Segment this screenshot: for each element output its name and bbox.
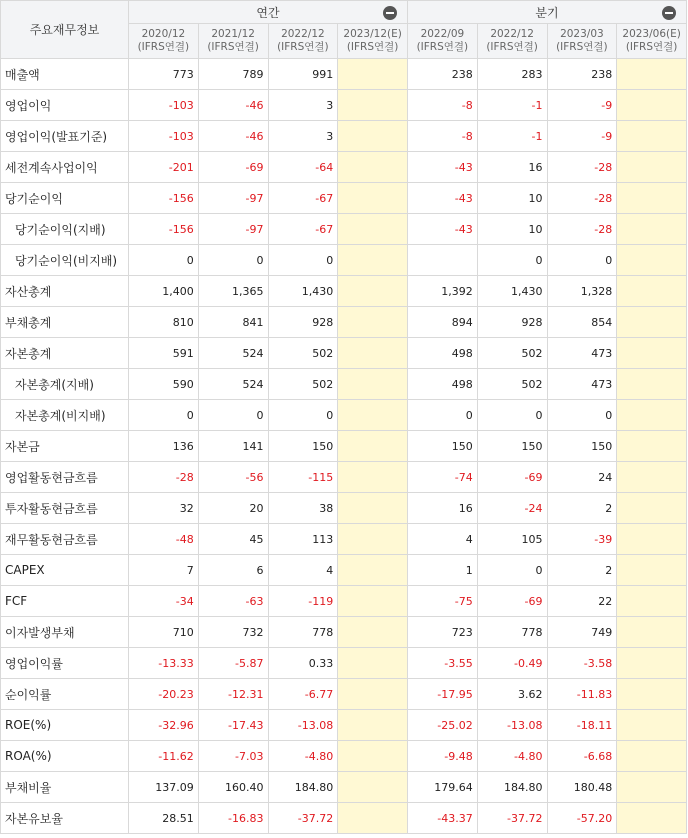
estimate-cell (338, 803, 408, 834)
value-cell: 38 (268, 493, 338, 524)
value-cell: 24 (547, 462, 617, 493)
row-label: 당기순이익(비지배) (1, 245, 129, 276)
estimate-cell (617, 431, 687, 462)
value-cell: 0 (477, 555, 547, 586)
value-cell: 502 (268, 369, 338, 400)
value-cell: -24 (477, 493, 547, 524)
value-cell: -48 (129, 524, 199, 555)
table-row (1, 276, 687, 307)
value-cell: -69 (477, 586, 547, 617)
estimate-cell (617, 493, 687, 524)
value-cell: -119 (268, 586, 338, 617)
value-cell: -57.20 (547, 803, 617, 834)
period-header-annual (198, 24, 268, 59)
value-cell: 150 (547, 431, 617, 462)
annual-group-header (129, 1, 408, 24)
estimate-cell (338, 493, 408, 524)
value-cell: 22 (547, 586, 617, 617)
value-cell: -6.68 (547, 741, 617, 772)
value-cell: -9 (547, 121, 617, 152)
estimate-cell (338, 741, 408, 772)
estimate-cell (338, 462, 408, 493)
estimate-cell (617, 648, 687, 679)
value-cell: 150 (477, 431, 547, 462)
value-cell: -63 (198, 586, 268, 617)
row-label: ROA(%) (1, 741, 129, 772)
row-label: ROE(%) (1, 710, 129, 741)
estimate-cell (617, 369, 687, 400)
header-group-row (1, 1, 687, 24)
estimate-cell (338, 617, 408, 648)
estimate-cell (338, 648, 408, 679)
period-basis: (IFRS연결) (277, 41, 329, 53)
table-row (1, 183, 687, 214)
value-cell: -6.77 (268, 679, 338, 710)
table-row (1, 493, 687, 524)
value-cell: 1,430 (268, 276, 338, 307)
period-header-quarter (617, 24, 687, 59)
estimate-cell (338, 183, 408, 214)
row-label: 영업이익률 (1, 648, 129, 679)
value-cell: 0 (477, 245, 547, 276)
value-cell: -13.08 (477, 710, 547, 741)
value-cell: -9 (547, 90, 617, 121)
value-cell: 991 (268, 59, 338, 90)
period-basis: (IFRS연결) (486, 41, 538, 53)
value-cell: 473 (547, 369, 617, 400)
value-cell: -74 (408, 462, 478, 493)
period-header-quarter (477, 24, 547, 59)
value-cell: 3.62 (477, 679, 547, 710)
table-row (1, 121, 687, 152)
table-row (1, 152, 687, 183)
value-cell: 7 (129, 555, 199, 586)
row-label: 자본유보율 (1, 803, 129, 834)
value-cell: -8 (408, 121, 478, 152)
table-title: 주요재무정보 (1, 1, 129, 59)
value-cell: -67 (268, 183, 338, 214)
estimate-cell (617, 803, 687, 834)
estimate-cell (617, 152, 687, 183)
value-cell: -115 (268, 462, 338, 493)
value-cell: 2 (547, 555, 617, 586)
estimate-cell (617, 338, 687, 369)
value-cell: -34 (129, 586, 199, 617)
estimate-cell (338, 431, 408, 462)
estimate-cell (617, 772, 687, 803)
value-cell: -28 (547, 183, 617, 214)
estimate-cell (338, 90, 408, 121)
value-cell: 45 (198, 524, 268, 555)
value-cell: 0 (198, 245, 268, 276)
value-cell: 524 (198, 338, 268, 369)
value-cell: 590 (129, 369, 199, 400)
table-row (1, 245, 687, 276)
period-label: 2023/12(E) (343, 28, 402, 40)
period-label: 2022/12 (490, 28, 534, 40)
value-cell: -4.80 (268, 741, 338, 772)
estimate-cell (617, 462, 687, 493)
value-cell: 710 (129, 617, 199, 648)
value-cell: -8 (408, 90, 478, 121)
table-row (1, 617, 687, 648)
period-header-annual (268, 24, 338, 59)
value-cell: -28 (129, 462, 199, 493)
value-cell: -32.96 (129, 710, 199, 741)
row-label: 재무활동현금흐름 (1, 524, 129, 555)
table-row (1, 586, 687, 617)
row-label: 자본총계 (1, 338, 129, 369)
estimate-cell (617, 90, 687, 121)
period-header-quarter (408, 24, 478, 59)
value-cell: 498 (408, 369, 478, 400)
value-cell: -97 (198, 183, 268, 214)
value-cell: -7.03 (198, 741, 268, 772)
value-cell: 0 (477, 400, 547, 431)
estimate-cell (338, 524, 408, 555)
value-cell: 524 (198, 369, 268, 400)
value-cell: 778 (477, 617, 547, 648)
table-row (1, 307, 687, 338)
value-cell: -46 (198, 121, 268, 152)
table-row (1, 710, 687, 741)
table-row (1, 431, 687, 462)
period-label: 2020/12 (141, 28, 186, 40)
value-cell: -39 (547, 524, 617, 555)
value-cell: -16.83 (198, 803, 268, 834)
value-cell: 4 (268, 555, 338, 586)
value-cell: 10 (477, 183, 547, 214)
estimate-cell (617, 555, 687, 586)
value-cell: -37.72 (268, 803, 338, 834)
value-cell: 6 (198, 555, 268, 586)
period-label: 2023/06(E) (622, 28, 681, 40)
value-cell: 1,392 (408, 276, 478, 307)
estimate-cell (617, 245, 687, 276)
value-cell: -28 (547, 214, 617, 245)
value-cell: -0.49 (477, 648, 547, 679)
period-label: 2023/03 (560, 28, 604, 40)
value-cell: -56 (198, 462, 268, 493)
value-cell: 0 (408, 400, 478, 431)
estimate-cell (338, 400, 408, 431)
value-cell: 136 (129, 431, 199, 462)
table-row (1, 90, 687, 121)
value-cell: 591 (129, 338, 199, 369)
row-label: 자산총계 (1, 276, 129, 307)
row-label: 부채총계 (1, 307, 129, 338)
value-cell: 150 (408, 431, 478, 462)
value-cell: -4.80 (477, 741, 547, 772)
table-row (1, 524, 687, 555)
estimate-cell (617, 276, 687, 307)
value-cell: -11.83 (547, 679, 617, 710)
period-basis: (IFRS연결) (137, 41, 190, 53)
row-label: 순이익률 (1, 679, 129, 710)
value-cell: 3 (268, 90, 338, 121)
estimate-cell (617, 586, 687, 617)
period-label: 2022/12 (281, 28, 325, 40)
value-cell: 20 (198, 493, 268, 524)
row-label: 당기순이익 (1, 183, 129, 214)
value-cell: 0 (547, 245, 617, 276)
value-cell: 137.09 (129, 772, 199, 803)
value-cell: 789 (198, 59, 268, 90)
period-header-annual (338, 24, 408, 59)
value-cell: 180.48 (547, 772, 617, 803)
table-row (1, 338, 687, 369)
value-cell: 0 (129, 400, 199, 431)
value-cell: 732 (198, 617, 268, 648)
value-cell: 160.40 (198, 772, 268, 803)
table-row (1, 772, 687, 803)
estimate-cell (617, 710, 687, 741)
value-cell: 10 (477, 214, 547, 245)
row-label: 매출액 (1, 59, 129, 90)
annual-group-label: 연간 (256, 5, 280, 20)
value-cell: -28 (547, 152, 617, 183)
value-cell: -43 (408, 152, 478, 183)
period-basis: (IFRS연결) (346, 41, 399, 53)
value-cell: -201 (129, 152, 199, 183)
value-cell: -156 (129, 214, 199, 245)
value-cell: 113 (268, 524, 338, 555)
value-cell: -5.87 (198, 648, 268, 679)
value-cell: 0 (268, 400, 338, 431)
value-cell: 810 (129, 307, 199, 338)
value-cell: 778 (268, 617, 338, 648)
period-label: 2021/12 (211, 28, 255, 40)
row-label: CAPEX (1, 555, 129, 586)
value-cell: 723 (408, 617, 478, 648)
table-row (1, 400, 687, 431)
value-cell: -46 (198, 90, 268, 121)
estimate-cell (617, 59, 687, 90)
estimate-cell (338, 555, 408, 586)
value-cell: -1 (477, 90, 547, 121)
value-cell: -3.58 (547, 648, 617, 679)
value-cell: -1 (477, 121, 547, 152)
row-label: 이자발생부채 (1, 617, 129, 648)
value-cell: -75 (408, 586, 478, 617)
value-cell: 1,328 (547, 276, 617, 307)
value-cell: 184.80 (477, 772, 547, 803)
table-row (1, 59, 687, 90)
value-cell: 0 (547, 400, 617, 431)
value-cell: -12.31 (198, 679, 268, 710)
estimate-cell (617, 524, 687, 555)
estimate-cell (338, 338, 408, 369)
value-cell: 0 (198, 400, 268, 431)
table-row (1, 648, 687, 679)
period-basis: (IFRS연결) (625, 41, 678, 53)
value-cell: 841 (198, 307, 268, 338)
period-label: 2022/09 (420, 28, 465, 40)
row-label: FCF (1, 586, 129, 617)
value-cell: 32 (129, 493, 199, 524)
value-cell (408, 245, 478, 276)
value-cell: 2 (547, 493, 617, 524)
value-cell: 0.33 (268, 648, 338, 679)
row-label: 세전계속사업이익 (1, 152, 129, 183)
value-cell: 179.64 (408, 772, 478, 803)
value-cell: -69 (198, 152, 268, 183)
quarter-collapse-icon[interactable] (662, 6, 676, 20)
value-cell: 238 (547, 59, 617, 90)
estimate-cell (338, 772, 408, 803)
period-basis: (IFRS연결) (207, 41, 259, 53)
value-cell: -25.02 (408, 710, 478, 741)
value-cell: -17.95 (408, 679, 478, 710)
table-body (1, 59, 687, 834)
value-cell: -9.48 (408, 741, 478, 772)
period-header-quarter (547, 24, 617, 59)
value-cell: -69 (477, 462, 547, 493)
value-cell: -64 (268, 152, 338, 183)
row-label: 투자활동현금흐름 (1, 493, 129, 524)
value-cell: 283 (477, 59, 547, 90)
estimate-cell (617, 214, 687, 245)
value-cell: -67 (268, 214, 338, 245)
value-cell: 502 (477, 369, 547, 400)
value-cell: 238 (408, 59, 478, 90)
table-row (1, 462, 687, 493)
estimate-cell (338, 214, 408, 245)
value-cell: -103 (129, 90, 199, 121)
row-label: 자본총계(비지배) (1, 400, 129, 431)
value-cell: 498 (408, 338, 478, 369)
value-cell: 749 (547, 617, 617, 648)
value-cell: 3 (268, 121, 338, 152)
period-basis: (IFRS연결) (416, 41, 469, 53)
estimate-cell (338, 245, 408, 276)
value-cell: 0 (268, 245, 338, 276)
table-row (1, 741, 687, 772)
value-cell: -43 (408, 183, 478, 214)
quarter-group-header (408, 1, 687, 24)
value-cell: -43.37 (408, 803, 478, 834)
estimate-cell (338, 276, 408, 307)
value-cell: -3.55 (408, 648, 478, 679)
value-cell: -97 (198, 214, 268, 245)
value-cell: -17.43 (198, 710, 268, 741)
row-label: 영업이익(발표기준) (1, 121, 129, 152)
value-cell: 1,365 (198, 276, 268, 307)
value-cell: 502 (477, 338, 547, 369)
estimate-cell (338, 59, 408, 90)
estimate-cell (617, 183, 687, 214)
estimate-cell (338, 152, 408, 183)
estimate-cell (617, 121, 687, 152)
value-cell: -103 (129, 121, 199, 152)
value-cell: 928 (477, 307, 547, 338)
value-cell: 105 (477, 524, 547, 555)
value-cell: 502 (268, 338, 338, 369)
value-cell: 150 (268, 431, 338, 462)
value-cell: 1,430 (477, 276, 547, 307)
value-cell: -18.11 (547, 710, 617, 741)
value-cell: 854 (547, 307, 617, 338)
value-cell: -13.08 (268, 710, 338, 741)
estimate-cell (338, 121, 408, 152)
value-cell: 0 (129, 245, 199, 276)
period-basis: (IFRS연결) (556, 41, 608, 53)
value-cell: -11.62 (129, 741, 199, 772)
value-cell: 1,400 (129, 276, 199, 307)
row-label: 자본금 (1, 431, 129, 462)
estimate-cell (617, 617, 687, 648)
value-cell: 184.80 (268, 772, 338, 803)
estimate-cell (617, 400, 687, 431)
value-cell: 4 (408, 524, 478, 555)
table-row (1, 369, 687, 400)
value-cell: 1 (408, 555, 478, 586)
period-header-annual (129, 24, 199, 59)
value-cell: -43 (408, 214, 478, 245)
annual-collapse-icon[interactable] (383, 6, 397, 20)
value-cell: -13.33 (129, 648, 199, 679)
row-label: 당기순이익(지배) (1, 214, 129, 245)
table-row (1, 679, 687, 710)
table-row (1, 555, 687, 586)
estimate-cell (338, 369, 408, 400)
estimate-cell (617, 741, 687, 772)
estimate-cell (617, 307, 687, 338)
row-label: 영업이익 (1, 90, 129, 121)
quarter-group-label: 분기 (535, 5, 559, 20)
estimate-cell (338, 586, 408, 617)
value-cell: 16 (477, 152, 547, 183)
estimate-cell (338, 710, 408, 741)
value-cell: 16 (408, 493, 478, 524)
estimate-cell (338, 307, 408, 338)
table-row (1, 803, 687, 834)
value-cell: -156 (129, 183, 199, 214)
table-row (1, 214, 687, 245)
value-cell: 28.51 (129, 803, 199, 834)
value-cell: 141 (198, 431, 268, 462)
row-label: 영업활동현금흐름 (1, 462, 129, 493)
estimate-cell (617, 679, 687, 710)
value-cell: 894 (408, 307, 478, 338)
row-label: 부채비율 (1, 772, 129, 803)
row-label: 자본총계(지배) (1, 369, 129, 400)
value-cell: -20.23 (129, 679, 199, 710)
estimate-cell (338, 679, 408, 710)
value-cell: -37.72 (477, 803, 547, 834)
value-cell: 773 (129, 59, 199, 90)
value-cell: 928 (268, 307, 338, 338)
value-cell: 473 (547, 338, 617, 369)
